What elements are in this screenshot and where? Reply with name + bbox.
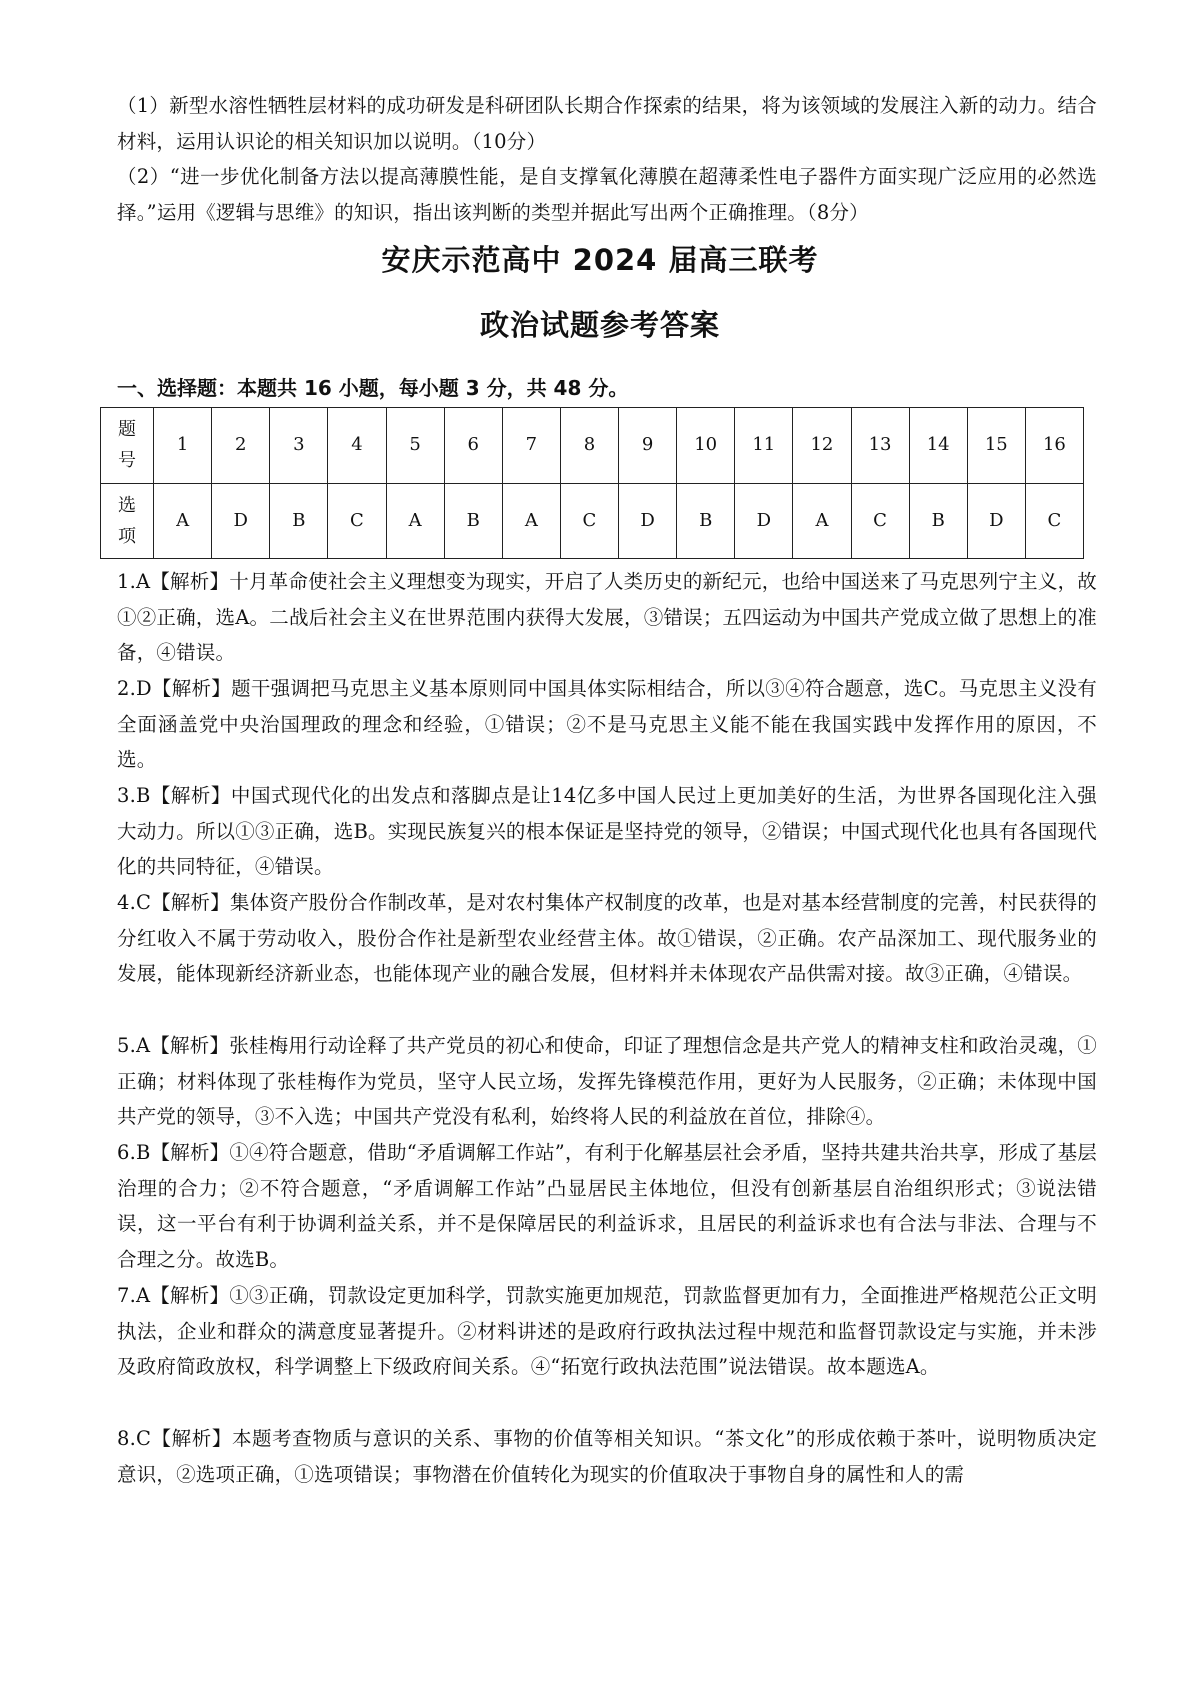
answer-choice: A [793, 483, 851, 559]
section-heading: 一、选择题：本题共 16 小题，每小题 3 分，共 48 分。 [117, 376, 629, 400]
question-number: 2 [212, 408, 270, 484]
answer-choice: B [444, 483, 502, 559]
answer-choice: A [502, 483, 560, 559]
explanation-2: 2.D【解析】题干强调把马克思主义基本原则同中国具体实际相结合，所以③④符合题意，选C。马克思主义没有全面涵盖党中央治国理政的理念和经验，①错误；②不是马克思主义能不能在我国实践中发挥作用的原因，不选。 [117, 677, 1097, 771]
question-number: 9 [619, 408, 677, 484]
answer-choice: D [967, 483, 1025, 559]
explanation-1: 1.A【解析】十月革命使社会主义理想变为现实，开启了人类历史的新纪元，也给中国送来了马克思列宁主义，故①②正确，选A。二战后社会主义在世界范围内获得大发展，③错误；五四运动为中国共产党成立做了思想上的准备，④错误。 [117, 570, 1097, 664]
question-number: 7 [502, 408, 560, 484]
question-number: 10 [677, 408, 735, 484]
question-number: 14 [909, 408, 967, 484]
answer-choice: A [154, 483, 212, 559]
answer-table-answer-row [101, 483, 1084, 559]
question-part-2: （2）“进一步优化制备方法以提高薄膜性能，是自支撑氧化薄膜在超薄柔性电子器件方面实现广泛应用的必然选择。”运用《逻辑与思维》的知识，指出该判断的类型并据此写出两个正确推理。（8分） [117, 165, 1097, 224]
number-row-header-char: 号 [118, 450, 136, 472]
question-number: 3 [270, 408, 328, 484]
answer-choice: D [212, 483, 270, 559]
document-title: 安庆示范高中 2024 届高三联考 [381, 243, 819, 277]
document-subtitle: 政治试题参考答案 [479, 308, 720, 342]
explanation-7: 7.A【解析】①③正确，罚款设定更加科学，罚款实施更加规范，罚款监督更加有力，全面推进严格规范公正文明执法，企业和群众的满意度显著提升。②材料讲述的是政府行政执法过程中规范和监督罚款设定与实施，并未涉及政府简政放权，科学调整上下级政府间关系。④“拓宽行政执法范围”说法错误。故本题选A。 [117, 1284, 1097, 1378]
question-part-1: （1）新型水溶性牺牲层材料的成功研发是科研团队长期合作探索的结果，将为该领域的发展注入新的动力。结合材料，运用认识论的相关知识加以说明。（10分） [117, 94, 1097, 153]
number-row-header [101, 408, 154, 484]
question-number: 11 [735, 408, 793, 484]
answer-choice: A [386, 483, 444, 559]
question-number: 8 [560, 408, 618, 484]
explanation-5: 5.A【解析】张桂梅用行动诠释了共产党员的初心和使命，印证了理想信念是共产党人的精神支柱和政治灵魂，①正确；材料体现了张桂梅作为党员，坚守人民立场，发挥先锋模范作用，更好为人民服务，②正确；未体现中国共产党的领导，③不入选；中国共产党没有私利，始终将人民的利益放在首位，排除④。 [117, 1034, 1097, 1128]
question-number: 6 [444, 408, 502, 484]
answer-table [100, 407, 1084, 559]
question-number: 16 [1025, 408, 1083, 484]
answer-choice: C [328, 483, 386, 559]
answer-choice: C [560, 483, 618, 559]
answer-row-header-char: 选 [118, 494, 136, 516]
answer-choice: C [1025, 483, 1083, 559]
number-row-header-char: 题 [118, 419, 136, 441]
explanation-6: 6.B【解析】①④符合题意，借助“矛盾调解工作站”，有利于化解基层社会矛盾，坚持共建共治共享，形成了基层治理的合力；②不符合题意，“矛盾调解工作站”凸显居民主体地位，但没有创新基层自治组织形式；③说法错误，这一平台有利于协调利益关系，并不是保障居民的利益诉求，且居民的利益诉求也有合法与非法、合理与不合理之分。故选B。 [117, 1141, 1097, 1271]
explanation-8: 8.C【解析】本题考查物质与意识的关系、事物的价值等相关知识。“茶文化”的形成依赖于茶叶，说明物质决定意识，②选项正确，①选项错误；事物潜在价值转化为现实的价值取决于事物自身的属性和人的需 [117, 1427, 1097, 1486]
question-number: 1 [154, 408, 212, 484]
question-number: 5 [386, 408, 444, 484]
question-number: 4 [328, 408, 386, 484]
question-number: 15 [967, 408, 1025, 484]
question-number: 13 [851, 408, 909, 484]
question-number: 12 [793, 408, 851, 484]
answer-choice: B [909, 483, 967, 559]
explanation-3: 3.B【解析】中国式现代化的出发点和落脚点是让14亿多中国人民过上更加美好的生活，为世界各国现化注入强大动力。所以①③正确，选B。实现民族复兴的根本保证是坚持党的领导，②错误；中国式现代化也具有各国现代化的共同特征，④错误。 [117, 784, 1097, 878]
answer-choice: C [851, 483, 909, 559]
answer-choice: B [270, 483, 328, 559]
explanation-4: 4.C【解析】集体资产股份合作制改革，是对农村集体产权制度的改革，也是对基本经营制度的完善，村民获得的分红收入不属于劳动收入，股份合作社是新型农业经营主体。故①错误，②正确。农产品深加工、现代服务业的发展，能体现新经济新业态，也能体现产业的融合发展，但材料并未体现农产品供需对接。故③正确，④错误。 [117, 891, 1097, 985]
answer-choice: B [677, 483, 735, 559]
answer-choice: D [735, 483, 793, 559]
answer-table-number-row [101, 408, 1084, 484]
answer-row-header-char: 项 [118, 525, 136, 547]
answer-choice: D [619, 483, 677, 559]
answer-row-header [101, 483, 154, 559]
